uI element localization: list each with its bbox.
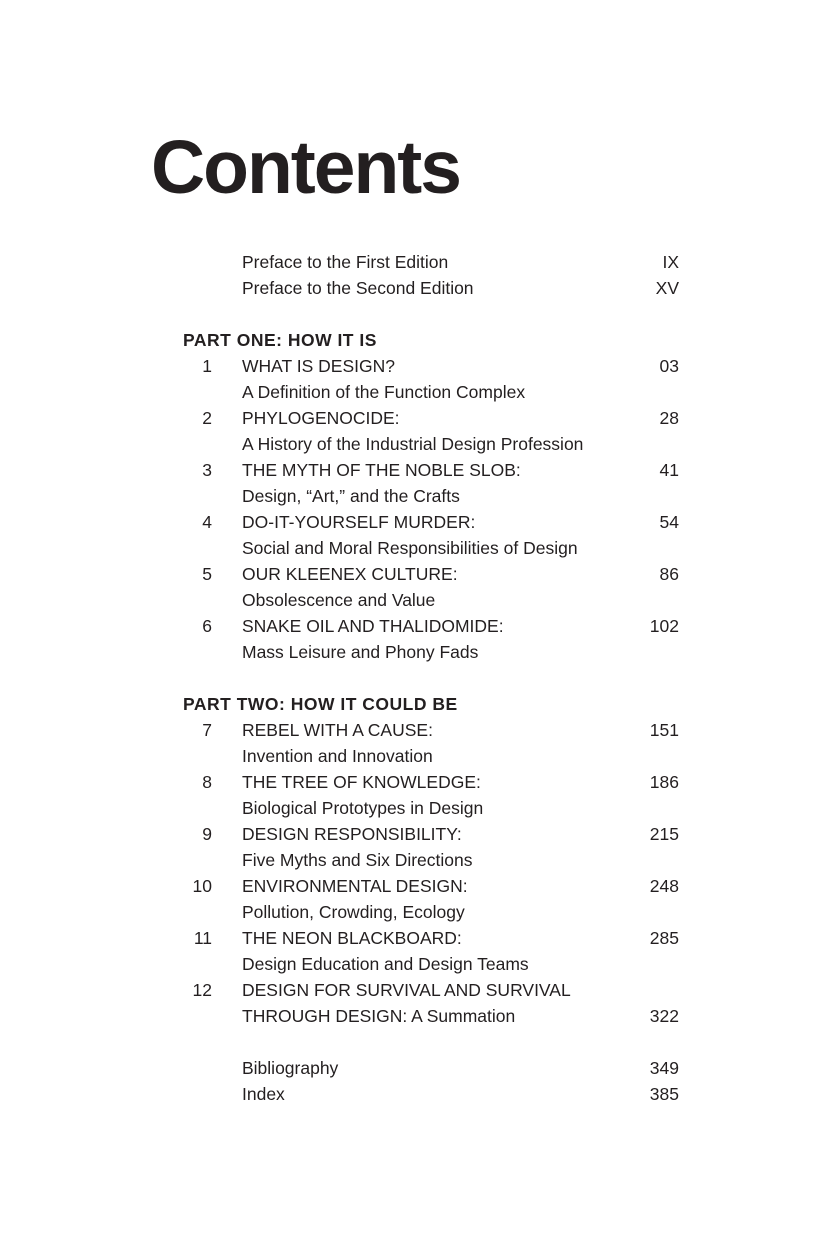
- chapter-entry[interactable]: [0, 925, 833, 951]
- chapter-entry[interactable]: [0, 405, 833, 431]
- chapter-subtitle-line[interactable]: [0, 795, 833, 821]
- chapter-entry[interactable]: [0, 873, 833, 899]
- toc-entry-front-matter[interactable]: [0, 249, 833, 275]
- entry-page: 385: [649, 1084, 679, 1104]
- chapter-number: 2: [202, 408, 212, 428]
- toc-entry-back-matter[interactable]: [0, 1081, 833, 1107]
- chapter-subtitle: Mass Leisure and Phony Fads: [242, 642, 479, 662]
- chapter-page: 41: [659, 460, 679, 480]
- chapter-title: SNAKE OIL AND THALIDOMIDE:: [242, 616, 504, 636]
- chapter-number: 6: [202, 616, 212, 636]
- entry-label: Bibliography: [242, 1058, 339, 1078]
- chapter-page: 03: [659, 356, 679, 376]
- chapter-page: 54: [659, 512, 679, 532]
- chapter-subtitle-line[interactable]: [0, 431, 833, 457]
- chapter-title: THE NEON BLACKBOARD:: [242, 928, 462, 948]
- chapter-title: DESIGN RESPONSIBILITY:: [242, 824, 462, 844]
- chapter-page: 151: [649, 720, 679, 740]
- part-heading-text: PART ONE: HOW IT IS: [183, 330, 377, 350]
- chapter-entry[interactable]: [0, 821, 833, 847]
- chapter-page: 248: [649, 876, 679, 896]
- chapter-title: PHYLOGENOCIDE:: [242, 408, 400, 428]
- chapter-number: 11: [193, 928, 212, 948]
- chapter-subtitle-line[interactable]: [0, 899, 833, 925]
- chapter-page: 86: [659, 564, 679, 584]
- chapter-subtitle: THROUGH DESIGN: A Summation: [242, 1006, 516, 1026]
- spacer: [0, 665, 833, 691]
- part-heading: [0, 327, 833, 353]
- entry-page: XV: [655, 278, 679, 298]
- toc-entry-front-matter[interactable]: [0, 275, 833, 301]
- chapter-subtitle-line[interactable]: [0, 847, 833, 873]
- chapter-entry[interactable]: [0, 353, 833, 379]
- chapter-subtitle: Obsolescence and Value: [242, 590, 436, 610]
- chapter-subtitle: Design Education and Design Teams: [242, 954, 529, 974]
- part-heading: [0, 691, 833, 717]
- chapter-page: 285: [649, 928, 679, 948]
- chapter-subtitle-line[interactable]: [0, 743, 833, 769]
- chapter-entry[interactable]: [0, 509, 833, 535]
- chapter-title: DO-IT-YOURSELF MURDER:: [242, 512, 476, 532]
- chapter-page: 186: [649, 772, 679, 792]
- chapter-subtitle-line[interactable]: [0, 587, 833, 613]
- entry-label: Index: [242, 1084, 285, 1104]
- chapter-number: 4: [202, 512, 212, 532]
- chapter-entry[interactable]: [0, 457, 833, 483]
- chapter-entry[interactable]: [0, 561, 833, 587]
- chapter-subtitle: A Definition of the Function Complex: [242, 382, 526, 402]
- chapter-number: 9: [202, 824, 212, 844]
- chapter-number: 12: [192, 980, 212, 1000]
- entry-page: IX: [662, 252, 679, 272]
- chapter-title: REBEL WITH A CAUSE:: [242, 720, 433, 740]
- chapter-title: WHAT IS DESIGN?: [242, 356, 395, 376]
- page-title: Contents: [151, 125, 460, 209]
- chapter-title: ENVIRONMENTAL DESIGN:: [242, 876, 468, 896]
- chapter-subtitle-line[interactable]: [0, 483, 833, 509]
- chapter-subtitle-line[interactable]: [0, 1003, 833, 1029]
- chapter-entry[interactable]: [0, 769, 833, 795]
- chapter-subtitle: Five Myths and Six Directions: [242, 850, 473, 870]
- table-of-contents: [0, 249, 833, 1107]
- chapter-subtitle: Design, “Art,” and the Crafts: [242, 486, 460, 506]
- entry-label: Preface to the First Edition: [242, 252, 449, 272]
- chapter-title: OUR KLEENEX CULTURE:: [242, 564, 458, 584]
- chapter-entry[interactable]: [0, 717, 833, 743]
- toc-entry-back-matter[interactable]: [0, 1055, 833, 1081]
- chapter-title: THE TREE OF KNOWLEDGE:: [242, 772, 481, 792]
- entry-label: Preface to the Second Edition: [242, 278, 474, 298]
- chapter-subtitle-line[interactable]: [0, 379, 833, 405]
- chapter-subtitle: Pollution, Crowding, Ecology: [242, 902, 465, 922]
- chapter-number: 3: [202, 460, 212, 480]
- chapter-entry[interactable]: [0, 613, 833, 639]
- chapter-number: 1: [202, 356, 212, 376]
- spacer: [0, 301, 833, 327]
- chapter-subtitle: Invention and Innovation: [242, 746, 433, 766]
- chapter-number: 8: [202, 772, 212, 792]
- chapter-entry[interactable]: [0, 977, 833, 1003]
- chapter-title: DESIGN FOR SURVIVAL AND SURVIVAL: [242, 980, 571, 1000]
- chapter-subtitle-line[interactable]: [0, 951, 833, 977]
- entry-page: 349: [649, 1058, 679, 1078]
- chapter-page: 215: [649, 824, 679, 844]
- chapter-subtitle-line[interactable]: [0, 639, 833, 665]
- chapter-title: THE MYTH OF THE NOBLE SLOB:: [242, 460, 521, 480]
- chapter-number: 7: [202, 720, 212, 740]
- chapter-page: 322: [649, 1006, 679, 1026]
- chapter-subtitle: Social and Moral Responsibilities of Design: [242, 538, 578, 558]
- chapter-subtitle: A History of the Industrial Design Profession: [242, 434, 584, 454]
- spacer: [0, 1029, 833, 1055]
- chapter-number: 5: [202, 564, 212, 584]
- chapter-subtitle: Biological Prototypes in Design: [242, 798, 484, 818]
- chapter-number: 10: [192, 876, 212, 896]
- chapter-page: 28: [659, 408, 679, 428]
- chapter-subtitle-line[interactable]: [0, 535, 833, 561]
- chapter-page: 102: [649, 616, 679, 636]
- part-heading-text: PART TWO: HOW IT COULD BE: [183, 694, 458, 714]
